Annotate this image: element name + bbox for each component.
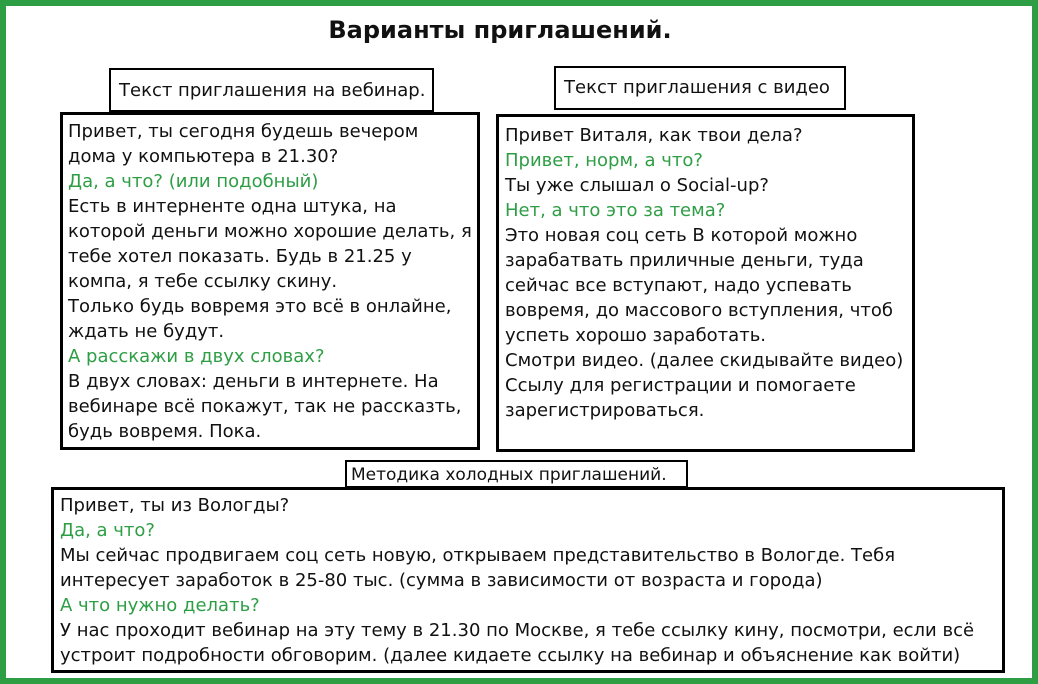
message-line: Привет, ты сегодня будешь вечером: [68, 121, 419, 142]
reply-line: Нет, а что это за тема?: [505, 200, 726, 221]
message-line: зарабатвать приличные деньги, туда: [505, 250, 864, 271]
message-line: которой деньги можно хорошие делать, я: [68, 221, 472, 242]
message-line: Ты уже слышал о Social-up?: [505, 175, 769, 196]
message-line: Мы сейчас продвигаем соц сеть новую, открываем представительство в Вологде. Тебя: [60, 545, 896, 566]
message-line: Ссылу для регистрации и помогаете: [505, 375, 856, 396]
webinar-invitation-label: Текст приглашения на вебинар.: [109, 68, 434, 112]
webinar-invitation-text: [68, 119, 477, 444]
message-line: Привет, ты из Вологды?: [60, 495, 290, 516]
message-line: устроит подробности обговорим. (далее кидаете ссылку на вебинар и объяснение как войти): [60, 645, 961, 666]
message-line: сейчас все вступают, надо успевать: [505, 275, 852, 296]
message-line: Только будь вовремя это всё в онлайне,: [68, 296, 452, 317]
webinar-invitation-box: [60, 112, 480, 450]
message-line: Привет Виталя, как твои дела?: [505, 125, 803, 146]
message-line: вовремя, до массового вступления, чтоб: [505, 300, 893, 321]
message-line: Есть в интерненте одна штука, на: [68, 196, 397, 217]
message-line: компа, я тебе ссылку скину.: [68, 271, 338, 292]
message-line: В двух словах: деньги в интернете. На: [68, 371, 439, 392]
reply-line: Да, а что?: [60, 520, 155, 541]
message-line: вебинаре всё покажут, так не рассказть,: [68, 396, 462, 417]
message-line: Это новая соц сеть В которой можно: [505, 225, 858, 246]
message-line: Смотри видео. (далее скидывайте видео): [505, 350, 904, 371]
cold-invitation-box: [51, 487, 1005, 673]
video-invitation-text: [505, 123, 912, 423]
reply-line: А расскажи в двух словах?: [68, 346, 325, 367]
reply-line: А что нужно делать?: [60, 595, 260, 616]
message-line: дома у компьютера в 21.30?: [68, 146, 339, 167]
cold-invitation-label: Методика холодных приглашений.: [345, 460, 688, 488]
message-line: будь вовремя. Пока.: [68, 421, 262, 442]
message-line: зарегистрироваться.: [505, 400, 705, 421]
message-line: успеть хорошо заработать.: [505, 325, 767, 346]
message-line: интересует заработок в 25-80 тыс. (сумма в зависимости от возраста и города): [60, 570, 823, 591]
video-invitation-box: [496, 114, 915, 452]
reply-line: Да, а что? (или подобный): [68, 171, 319, 192]
cold-invitation-text: [60, 493, 1002, 668]
message-line: У нас проходит вебинар на эту тему в 21.30 по Москве, я тебе ссылку кину, посмотри, если всё: [60, 620, 975, 641]
reply-line: Привет, норм, а что?: [505, 150, 703, 171]
page-title: Варианты приглашений.: [328, 16, 672, 44]
message-line: ждать не будут.: [68, 321, 225, 342]
message-line: тебе хотел показать. Будь в 21.25 у: [68, 246, 412, 267]
video-invitation-label: Текст приглашения с видео: [554, 66, 846, 110]
